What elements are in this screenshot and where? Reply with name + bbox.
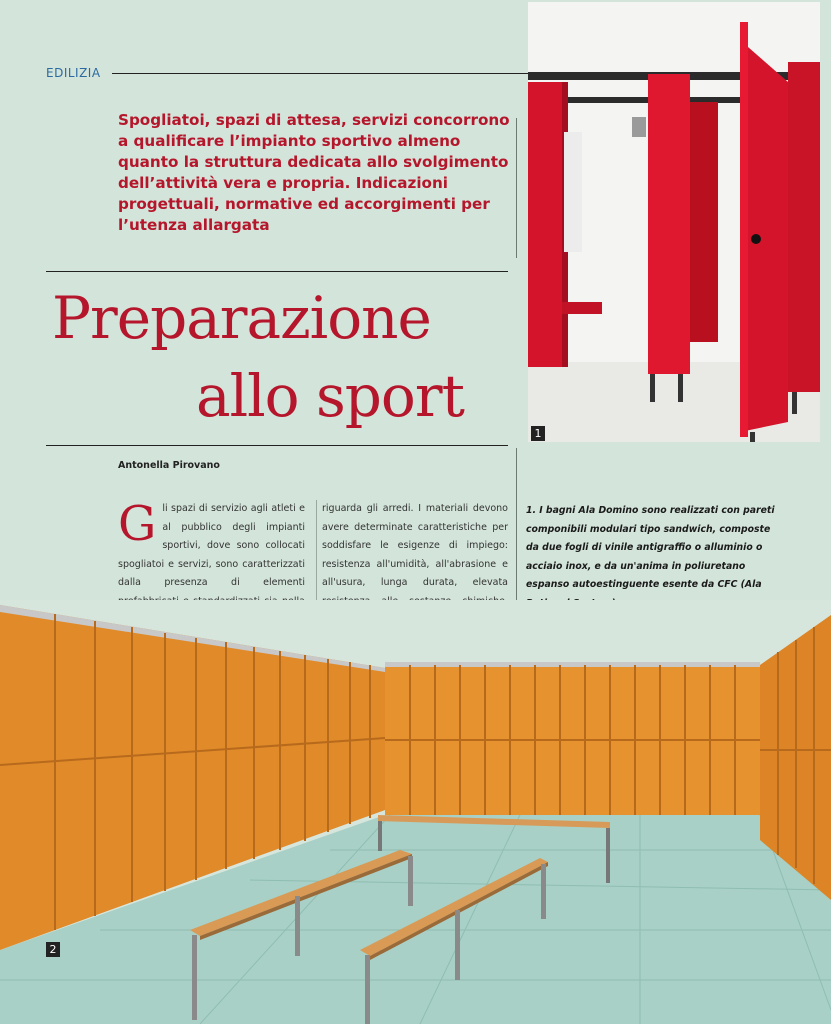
caption-1: 1. I bagni Ala Domino sono realizzati con pareti componibili modulari tipo sandwich, composte da due fogli di vinile antigraffio o alluminio o acciaio inox, e da un'anima in poliuretano espanso autoestinguente esente da CFC (Ala	[526, 505, 775, 590]
column-divider	[516, 118, 517, 258]
section-label: EDILIZIA	[46, 66, 101, 80]
article-title-line-1: Preparazione	[52, 284, 431, 352]
photo-number-1: 1	[531, 426, 545, 441]
column-divider	[516, 448, 517, 618]
body-text-2: riguarda gli arredi. I materiali devono avere determinate caratteristiche per soddisfare le esigenze di impiego: resistenza all'umidità, all'abrasione e all'usura, lunga durata, elevata	[322, 503, 508, 588]
section-rule	[112, 73, 528, 74]
title-rule-top	[46, 271, 508, 272]
subhead: Spogliatoi, spazi di attesa, servizi concorrono a qualificare l’impianto sportivo almeno quanto la struttura dedicata allo svolgimento dell’attività vera e propria. Indicazioni progettuali, normative ed accorgimenti per l’utenza allargata	[118, 111, 510, 234]
article-title-line-2: allo sport	[196, 362, 464, 430]
drop-cap: G	[118, 496, 157, 552]
author-byline: Antonella Pirovano	[118, 460, 220, 471]
photo-orange-lockers	[0, 600, 831, 1024]
cubicles-illustration	[528, 2, 820, 442]
body-text-1: li spazi di servizio agli atleti e al pubblico degli impianti sportivi, dove sono collocati spogliatoi e servizi, sono caratterizzati dalla presenza di elementi	[118, 503, 305, 588]
title-rule-bottom	[46, 445, 508, 446]
photo-number-2: 2	[46, 942, 60, 957]
photo-red-cubicles	[528, 2, 820, 442]
lockers-illustration	[0, 600, 831, 1024]
